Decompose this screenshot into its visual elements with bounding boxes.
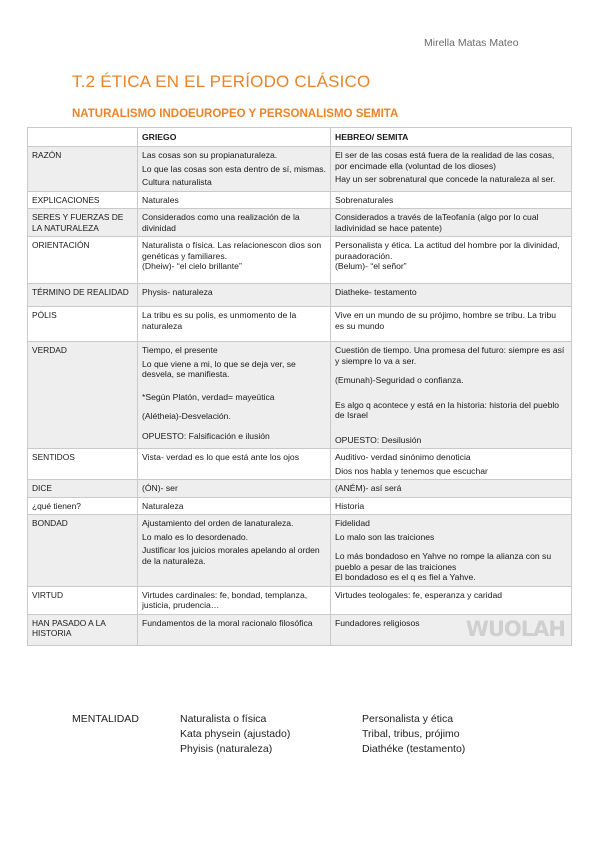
- hebrew-cell: (ANÉM)- así será: [331, 480, 572, 497]
- watermark-logo: WUOLAH: [465, 617, 565, 642]
- cell-text: Hay un ser sobrenatural que concede la naturaleza al ser.: [335, 174, 556, 185]
- table-row: [28, 191, 572, 208]
- mentalidad-item: Kata physein (ajustado): [180, 728, 291, 740]
- cell-text: Lo más bondadoso en Yahve no rompe la alianza con su pueblo a pesar de las traiciones: [335, 551, 552, 572]
- table-row: [28, 586, 572, 614]
- cell-text: OPUESTO: Desilusión: [335, 434, 422, 445]
- header-empty: [28, 128, 138, 147]
- mentalidad-item: Tribal, tribus, prójimo: [362, 728, 460, 740]
- row-label: VIRTUD: [28, 586, 138, 614]
- mentalidad-item: Diathéke (testamento): [362, 743, 466, 755]
- cell-text: Es algo q acontece y está en la historia: historia del pueblo de Israel: [335, 399, 560, 421]
- cell-text: (Emunah)-Seguridad o confianza.: [335, 375, 464, 386]
- cell-text: Cultura naturalista: [142, 177, 212, 188]
- header-greek: GRIEGO: [138, 128, 331, 147]
- hebrew-cell: [331, 449, 572, 480]
- cell-text: Personalista y ética. La actitud del hombre por la divinidad, puraadoración.: [335, 240, 560, 261]
- row-label: SERES Y FUERZAS DE LA NATURALEZA: [28, 209, 138, 237]
- table-row: [28, 284, 572, 307]
- row-label: DICE: [28, 480, 138, 497]
- mentalidad-greek: [180, 712, 350, 757]
- row-label: ¿qué tienen?: [28, 497, 138, 514]
- row-label: VERDAD: [28, 342, 138, 449]
- greek-cell: Physis- naturaleza: [138, 284, 331, 307]
- section-subtitle: NATURALISMO INDOEUROPEO Y PERSONALISMO SEMITA: [72, 108, 399, 120]
- table-row: [28, 342, 572, 449]
- cell-text: Cuestión de tiempo. Una promesa del futuro: siempre es así y siempre lo va a ser.: [335, 345, 565, 366]
- hebrew-cell: [331, 515, 572, 586]
- greek-cell: Fundamentos de la moral racionalo filosófica: [138, 614, 331, 645]
- greek-cell: (ÓN)- ser: [138, 480, 331, 497]
- greek-cell: Naturales: [138, 191, 331, 208]
- cell-text: El ser de las cosas está fuera de la realidad de las cosas, por encimade ella (voluntad de los dioses): [335, 150, 555, 171]
- table-row: [28, 449, 572, 480]
- hebrew-cell: [331, 342, 572, 449]
- table-row: [28, 614, 572, 645]
- cell-text: Las cosas son su propianaturaleza.: [142, 150, 278, 161]
- cell-text: Fundadores religiosos: [335, 617, 420, 628]
- row-label: ORIENTACIÓN: [28, 237, 138, 284]
- hebrew-cell: Virtudes teologales: fe, esperanza y caridad: [331, 586, 572, 614]
- table-row: [28, 307, 572, 342]
- mentalidad-item: Naturalista o física: [180, 713, 267, 725]
- mentalidad-item: Personalista y ética: [362, 713, 454, 725]
- author-name: Mirella Matas Mateo: [424, 37, 519, 49]
- hebrew-cell: Diatheke- testamento: [331, 284, 572, 307]
- greek-cell: [138, 515, 331, 586]
- table-row: [28, 497, 572, 514]
- row-label: PÓLIS: [28, 307, 138, 342]
- mentalidad-hebrew: [362, 712, 562, 757]
- mentalidad-item: Phyisis (naturaleza): [180, 743, 273, 755]
- hebrew-cell: Vive en un mundo de su prójimo, hombre se tribu. La tribu es su mundo: [331, 307, 572, 342]
- page-title: T.2 ÉTICA EN EL PERÍODO CLÁSICO: [72, 72, 371, 91]
- table-row: [28, 237, 572, 284]
- row-label: TÉRMINO DE REALIDAD: [28, 284, 138, 307]
- row-label: HAN PASADO A LA HISTORIA: [28, 614, 138, 645]
- cell-text: Ajustamiento del orden de lanaturaleza.: [142, 518, 294, 529]
- greek-cell: La tribu es su polis, es unmomento de la naturaleza: [138, 307, 331, 342]
- cell-text: Auditivo- verdad sinónimo denoticia: [335, 452, 471, 463]
- cell-text: (Alétheia)-Desvelación.: [142, 411, 231, 422]
- row-label: BONDAD: [28, 515, 138, 586]
- row-label: RAZÓN: [28, 147, 138, 191]
- table-row: [28, 515, 572, 586]
- cell-text: Lo malo es lo desordenado.: [142, 531, 249, 542]
- greek-term: (Dheiw)- “el cielo brillante”: [142, 261, 242, 272]
- hebrew-cell: Historia: [331, 497, 572, 514]
- greek-cell: [138, 342, 331, 449]
- hebrew-cell: Considerados a través de laTeofanía (algo por lo cual ladivinidad se hace patente): [331, 209, 572, 237]
- cell-text: El bondadoso es el q es fiel a Yahve.: [335, 572, 476, 583]
- greek-cell: Virtudes cardinales: fe, bondad, templanza, justicia, prudencia…: [138, 586, 331, 614]
- comparison-table: [27, 127, 572, 646]
- cell-text: Fidelidad: [335, 518, 370, 529]
- header-hebrew: HEBREO/ SEMITA: [331, 128, 572, 147]
- table-row: [28, 480, 572, 497]
- cell-text: Dios nos habla y tenemos que escuchar: [335, 465, 488, 476]
- hebrew-term: (Belum)- “el señor”: [335, 261, 407, 272]
- table-row: [28, 147, 572, 191]
- cell-text: Naturalista o física. Las relacionescon dios son genéticas y familiares.: [142, 240, 322, 261]
- cell-text: Justificar los juicios morales apelando al orden de la naturaleza.: [142, 545, 320, 566]
- row-label: SENTIDOS: [28, 449, 138, 480]
- hebrew-cell: [331, 147, 572, 191]
- hebrew-cell: Sobrenaturales: [331, 191, 572, 208]
- cell-text: OPUESTO: Falsificación e ilusión: [142, 430, 270, 441]
- cell-text: Lo malo son las traiciones: [335, 531, 435, 542]
- cell-text: Lo que las cosas son esta dentro de sí, mismas.: [142, 163, 326, 174]
- greek-cell: [138, 237, 331, 284]
- greek-cell: Considerados como una realización de la divinidad: [138, 209, 331, 237]
- cell-text: *Según Platón, verdad= mayeútica: [142, 391, 275, 402]
- row-label: EXPLICACIONES: [28, 191, 138, 208]
- greek-cell: Naturaleza: [138, 497, 331, 514]
- greek-cell: Vista- verdad es lo que está ante los ojos: [138, 449, 331, 480]
- hebrew-cell: [331, 237, 572, 284]
- hebrew-cell: [331, 614, 572, 645]
- greek-cell: [138, 147, 331, 191]
- mentalidad-label: MENTALIDAD: [72, 713, 139, 725]
- table-row: [28, 209, 572, 237]
- cell-text: Lo que viene a mi, lo que se deja ver, se desvela, se manifiesta.: [142, 358, 296, 380]
- table-header-row: [28, 128, 572, 147]
- cell-text: Tiempo, el presente: [142, 345, 218, 356]
